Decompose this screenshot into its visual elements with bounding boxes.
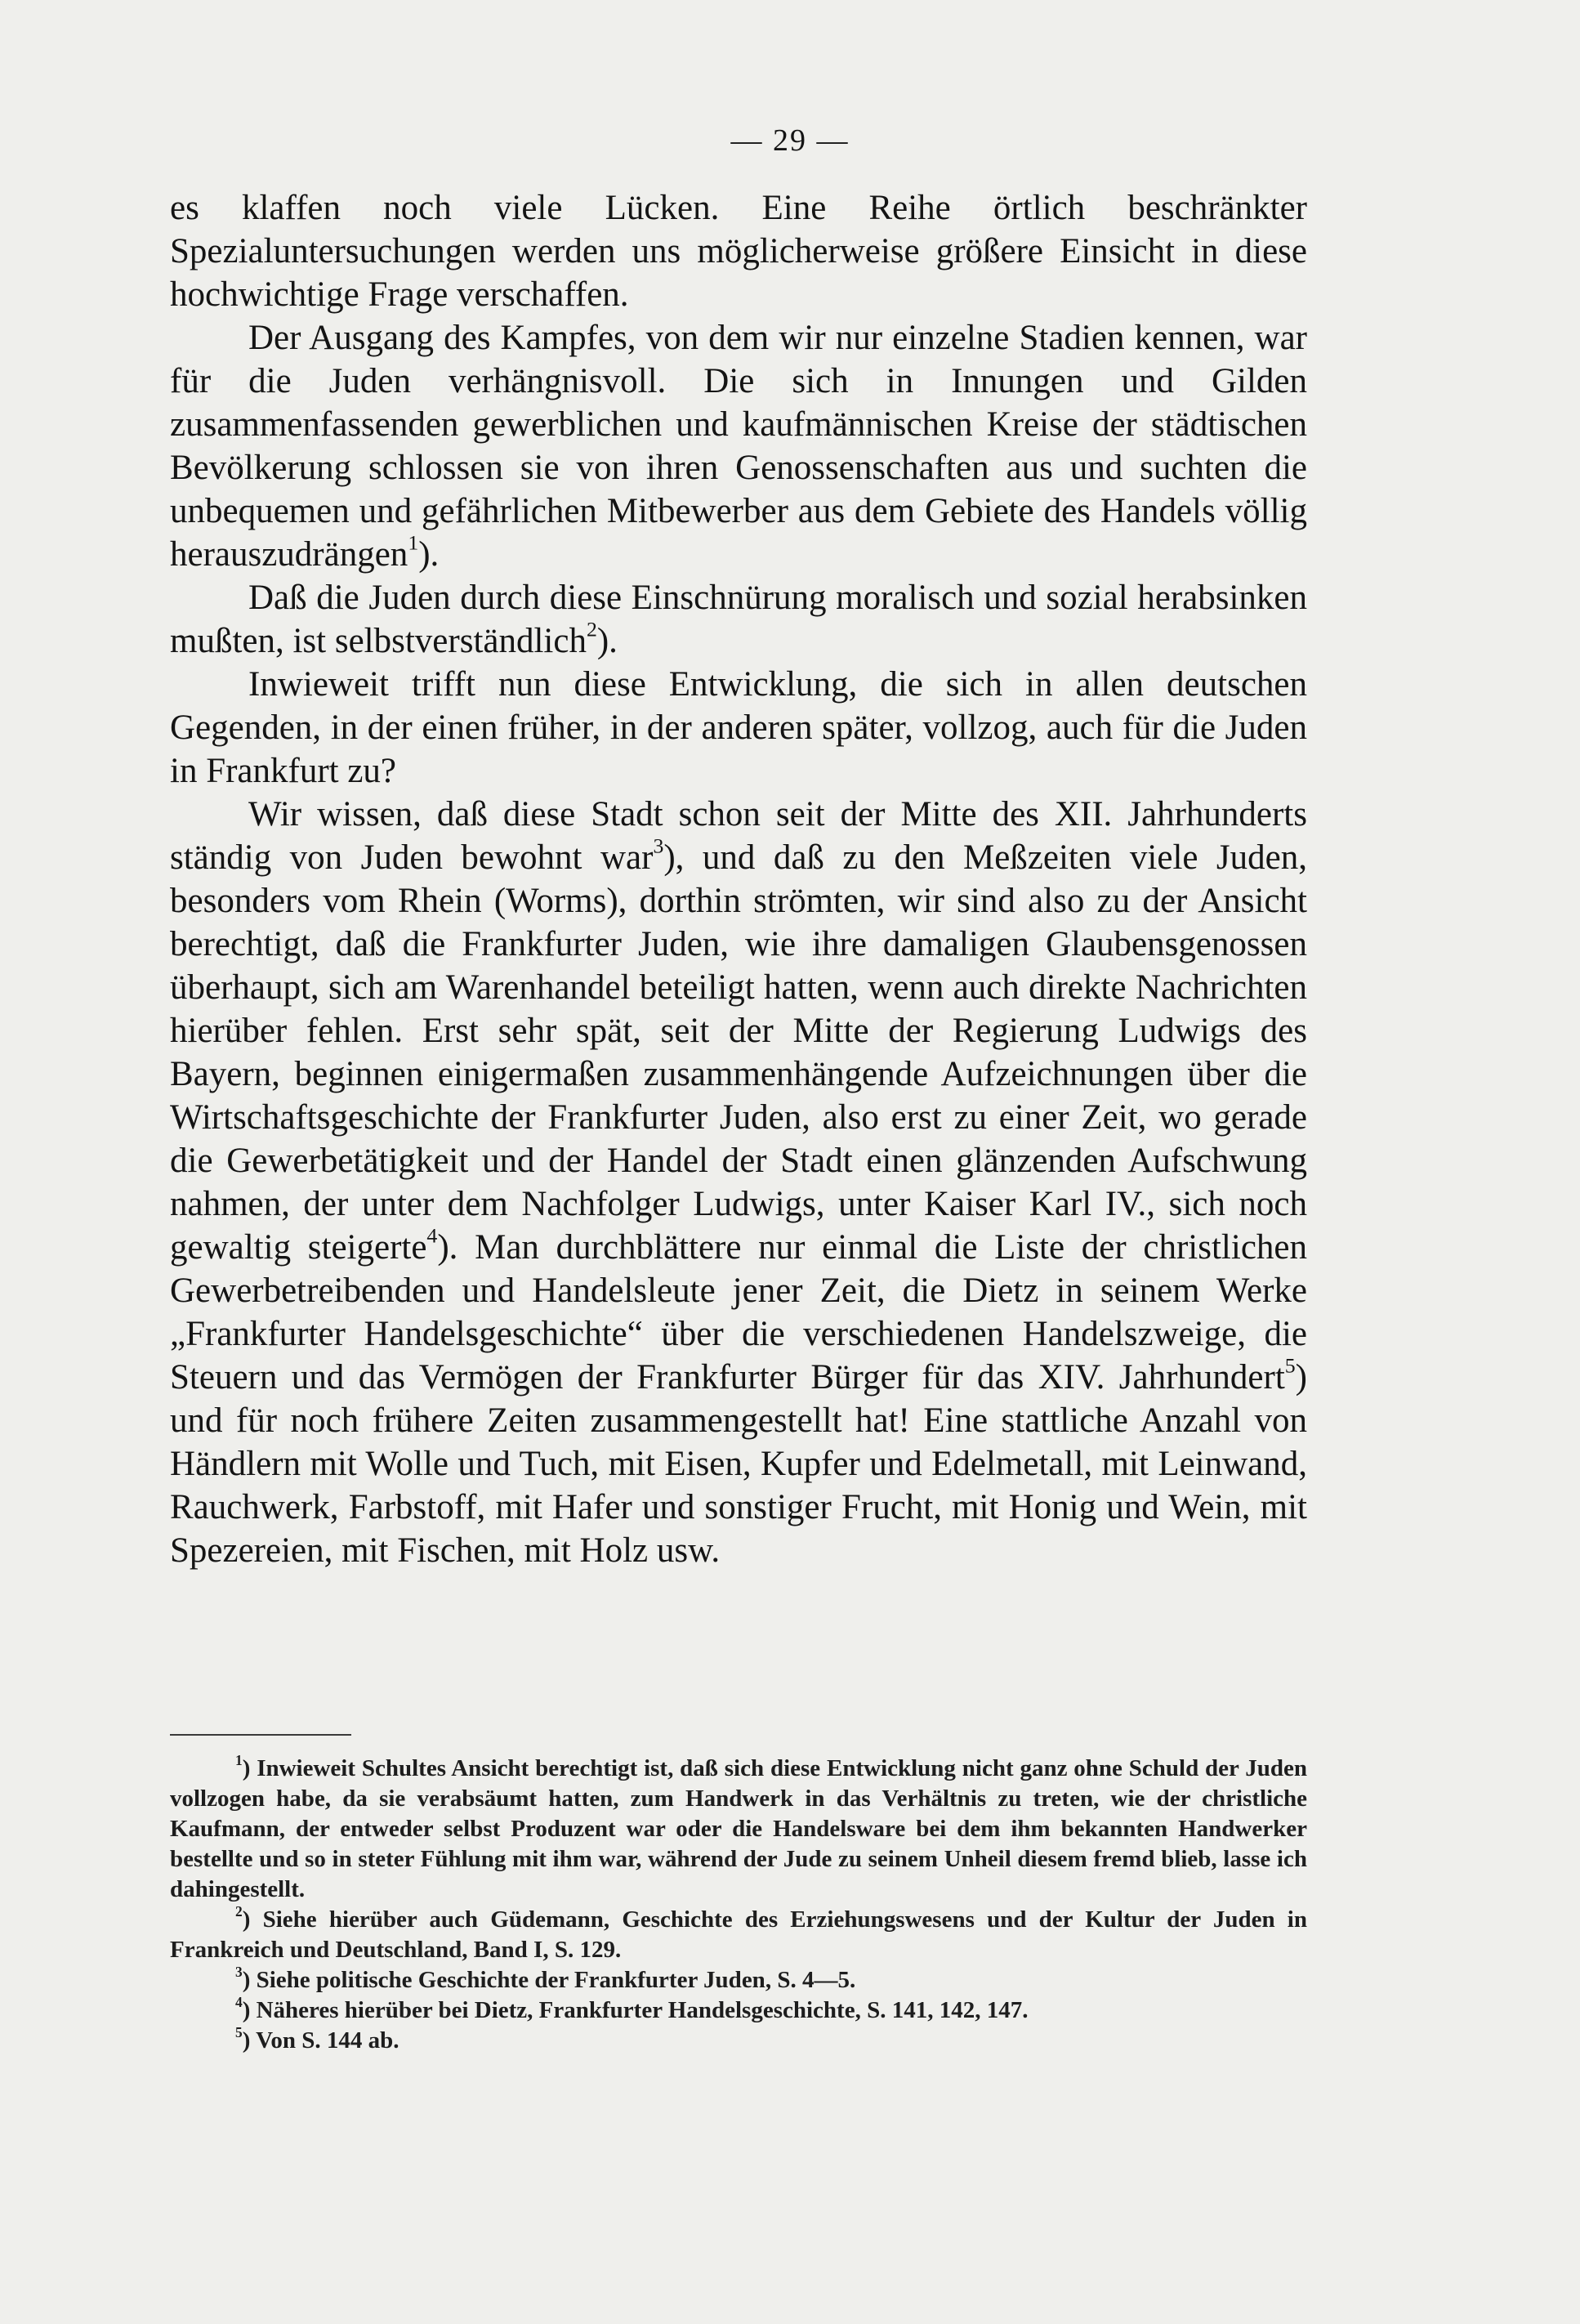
footnote: [170, 1993, 1307, 2026]
paragraph-text: ).: [596, 622, 618, 660]
paragraph-text: ). Man durchblättere nur einmal die Liste der christlichen Gewerbetreibenden und Handelsleute jener Zeit, die Dietz in seinem Werke „Frankfurter Handelsgeschichte“ über die verschiedenen Handelszweige, die Steuern und das Vermögen der Frankfurter Bürger für das XIV. Jahrhundert: [170, 1228, 1307, 1397]
footnote-reference: 1: [408, 530, 419, 555]
footnote-text: ) Näheres hierüber bei Dietz, Frankfurter Handelsgeschichte, S. 141, 142, 147.: [242, 1997, 1029, 2023]
paragraph-text: ), und daß zu den Meßzeiten viele Juden, besonders vom Rhein (Worms), dorthin strömten, wir sind also zu der Ansicht berechtigt, daß die Frankfurter Juden, wie ihre damaligen Glaubensgenossen überhaupt, sich am Warenhandel beteiligt hatten, wenn auch direkte Nachrichten hierüber fehlen. Erst sehr spät, seit der Mitte der Regierung Ludwigs des Bayern, beginnen einigermaßen zusammenhängende Aufzeichnungen über die Wirtschaftsgeschichte der Frankfurter Juden, also erst zu einer Zeit, wo gerade die Gewerbetätigkeit und der Handel der Stadt einen glänzenden Aufschwung nahmen, der unter dem Nachfolger Ludwigs, unter Kaiser Karl IV., sich noch gewaltig steigerte: [170, 838, 1308, 1267]
footnote-mark: 2: [235, 1902, 243, 1920]
paragraph-text: Der Ausgang des Kampfes, von dem wir nur einzelne Stadien kennen, war für die Juden verhängnisvoll. Die sich in Innungen und Gilden zusammenfassenden gewerblichen und kaufmännischen Kreise der städtischen Bevölkerung schlossen sie von ihren Genossenschaften aus und suchten die unbequemen und gefährlichen Mitbewerber aus dem Gebiete des Handels völlig herauszudrängen: [170, 319, 1307, 574]
footnote-text: ) Siehe politische Geschichte der Frankfurter Juden, S. 4—5.: [242, 1967, 856, 1993]
paragraph-text: Inwieweit trifft nun diese Entwicklung, die sich in allen deutschen Gegenden, in der einen früher, in der anderen später, vollzog, auch für die Juden in Frankfurt zu?: [170, 665, 1307, 790]
footnote-text: ) Von S. 144 ab.: [242, 2027, 399, 2054]
footnote-mark: 3: [235, 1963, 243, 1980]
footnotes: [170, 1751, 1307, 2056]
footnote-divider: [170, 1734, 351, 1736]
paragraph: [170, 576, 1307, 663]
footnote-text: ) Siehe hierüber auch Güdemann, Geschichte des Erziehungswesens und der Kultur der Juden in Frankreich und Deutschland, Band I, S. 129.: [170, 1906, 1307, 1963]
footnote-reference: 4: [426, 1223, 438, 1248]
paragraph-text: Wir wissen, daß diese Stadt schon seit der Mitte des XII. Jahrhunderts ständig von Juden bewohnt war: [170, 795, 1307, 877]
page-number: — 29 —: [730, 123, 850, 158]
footnote: [170, 1902, 1307, 1965]
paragraph-text: es klaffen noch viele Lücken. Eine Reihe örtlich beschränkter Spezialuntersuchungen werden uns möglicherweise größere Einsicht in diese hochwichtige Frage verschaffen.: [170, 189, 1307, 314]
body-text: [170, 186, 1307, 1572]
footnote: [170, 2023, 1307, 2056]
paragraph-text: Daß die Juden durch diese Einschnürung moralisch und sozial herabsinken mußten, ist selbstverständlich: [170, 579, 1307, 660]
footnote: [170, 1965, 1307, 1996]
paragraph: [170, 793, 1307, 1572]
paragraph: [170, 663, 1307, 793]
paragraph-text: ) und für noch frühere Zeiten zusammengestellt hat! Eine stattliche Anzahl von Händlern mit Wolle und Tuch, mit Eisen, Kupfer und Edelmetall, mit Leinwand, Rauchwerk, Farbstoff, mit Hafer und sonstiger Frucht, mit Honig und Wein, mit Spezereien, mit Fischen, mit Holz usw.: [170, 1358, 1307, 1570]
paragraph-text: ).: [418, 535, 440, 574]
footnote-mark: 5: [235, 2023, 243, 2040]
footnote-mark: 1: [235, 1751, 243, 1768]
footnote-reference: 3: [653, 834, 664, 858]
footnote-reference: 2: [586, 617, 597, 641]
footnote-reference: 5: [1284, 1353, 1296, 1378]
footnote: [170, 1751, 1307, 1905]
footnote-mark: 4: [235, 1993, 243, 2010]
footnote-text: ) Inwieweit Schultes Ansicht berechtigt ist, daß sich diese Entwicklung nicht ganz ohne Schuld der Juden vollzogen habe, da sie verabsäumt hatten, zum Handwerk in das Verhältnis zu treten, wie der christliche Kaufmann, der entweder selbst Produzent war oder die Handelsware bei dem ihm bekannten Handwerker bestellte und so in steter Fühlung mit ihm war, während der Jude zu seinem Unheil diesem fremd blieb, lasse ich dahingestellt.: [170, 1755, 1307, 1902]
paragraph: [170, 186, 1307, 316]
paragraph: [170, 316, 1307, 576]
